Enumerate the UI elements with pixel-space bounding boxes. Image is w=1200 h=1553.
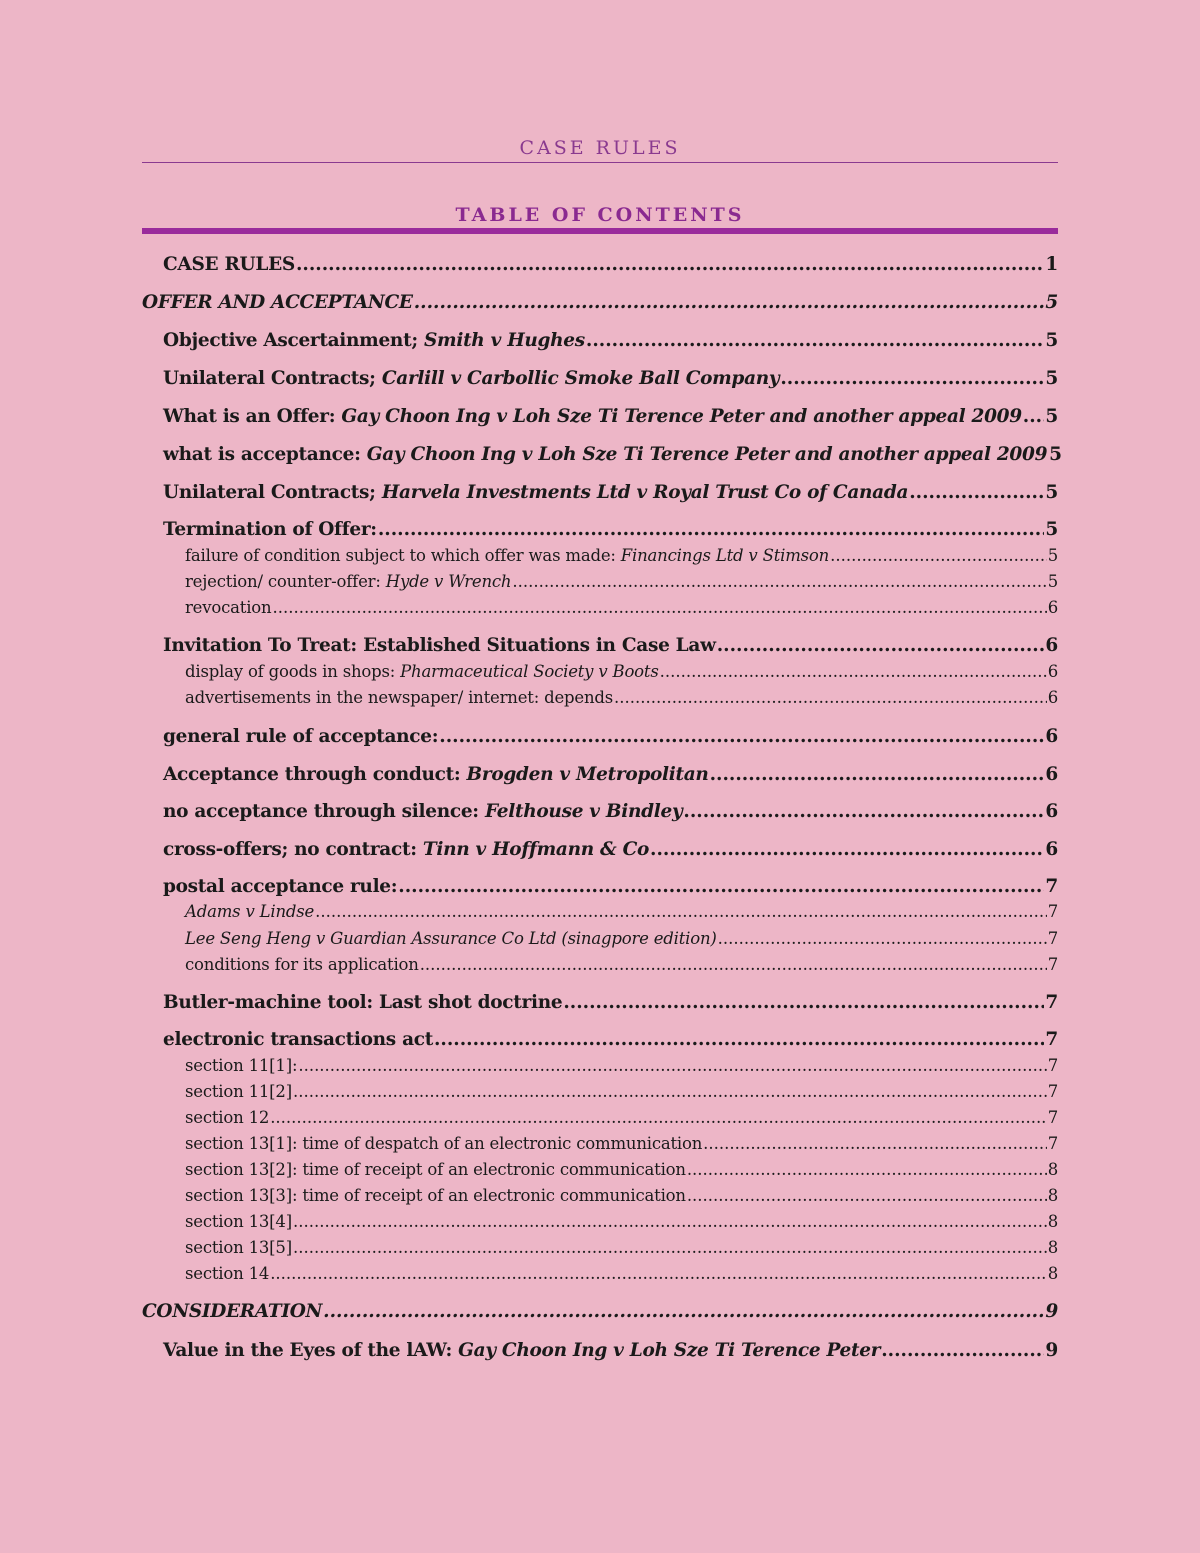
toc-entry-page-number: 8 [1047,1186,1058,1205]
toc-entry-text: failure of condition subject to which offer was made: [185,546,621,565]
toc-entry-text: Termination of Offer: [163,519,377,540]
toc-entry[interactable] [142,764,1058,785]
toc-entry[interactable] [142,519,1058,540]
dot-leader [414,292,1045,313]
toc-entry-text: section 11[1]: [185,1056,298,1075]
toc-entry-case-name: Brogden v Metropolitan [466,764,709,785]
toc-entry-title [185,1264,269,1283]
toc-entry-title [163,1340,880,1361]
toc-entry-page-number: 9 [1045,1301,1058,1322]
toc-entry-text: Invitation To Treat: Established Situations in Case Law [163,635,716,656]
toc-entry-case-name: Carlill v Carbollic Smoke Ball Company [381,368,780,389]
toc-entry[interactable] [142,1029,1058,1050]
toc-entry-title [185,688,613,707]
dot-leader [323,1301,1044,1322]
toc-entry-title [185,955,419,974]
toc-entry-title [163,406,1022,427]
toc-entry-text: OFFER AND ACCEPTANCE [142,292,413,313]
dot-leader [293,1238,1047,1257]
dot-leader [881,1340,1044,1361]
toc-entry-text: section 13[3]: time of receipt of an electronic communication [185,1186,686,1205]
dot-leader [687,1160,1047,1179]
toc-entry-text: CONSIDERATION [142,1301,323,1322]
dot-leader [439,726,1044,747]
dot-leader [315,902,1047,921]
toc-entry-page-number: 9 [1045,1340,1058,1361]
toc-entry[interactable] [142,688,1058,707]
toc-entry-text: cross-offers; no contract: [163,839,423,860]
toc-entry[interactable] [142,1340,1058,1361]
toc-entry-title [185,1212,292,1231]
toc-entry-text: Acceptance through conduct: [163,764,467,785]
dot-leader [909,482,1044,503]
toc-entry-text: Value in the Eyes of the lAW: [163,1340,459,1361]
toc-entry-title [185,1108,269,1127]
toc-entry-case-name: Felthouse v Bindley [484,801,683,822]
toc-entry-page-number: 1 [1045,254,1058,275]
toc-entry-page-number: 6 [1045,764,1058,785]
dot-leader [296,254,1044,275]
toc-entry-title [185,1160,686,1179]
toc-title-divider [142,228,1058,234]
toc-entry[interactable] [142,801,1058,822]
toc-entry-page-number: 7 [1045,1029,1058,1050]
toc-entry-text: no acceptance through silence: [163,801,485,822]
toc-entry-text: Unilateral Contracts; [163,482,382,503]
toc-entry-text: What is an Offer: [163,406,342,427]
toc-entry-page-number: 8 [1047,1238,1058,1257]
toc-entry-title [185,1238,292,1257]
dot-leader [298,1056,1046,1075]
toc-entry[interactable] [142,1082,1058,1101]
toc-entry-page-number: 7 [1045,876,1058,897]
toc-entry[interactable] [142,1212,1058,1231]
toc-entry[interactable] [142,1056,1058,1075]
toc-entry-text: rejection/ counter-offer: [185,572,386,591]
toc-title: TABLE OF CONTENTS [455,204,745,226]
toc-entry-text: Objective Ascertainment; [163,330,424,351]
toc-entry-page-number: 7 [1047,929,1058,948]
toc-entry-page-number: 6 [1047,688,1058,707]
toc-entry-title [185,598,271,617]
toc-entry-page-number: 5 [1045,519,1058,540]
toc-entry-page-number: 5 [1045,330,1058,351]
toc-entry-page-number: 6 [1045,801,1058,822]
dot-leader [512,572,1046,591]
dot-leader [718,929,1047,948]
toc-entry-page-number: 7 [1047,902,1058,921]
toc-entry[interactable] [142,546,1058,565]
toc-entry[interactable] [142,662,1058,681]
toc-entry-case-name: Pharmaceutical Society v Boots [400,662,659,681]
dot-leader [614,688,1047,707]
toc-entry-title [163,876,397,897]
toc-entry-text: revocation [185,598,272,617]
toc-entry-page-number: 8 [1047,1264,1058,1283]
toc-entry-case-name: Adams v Lindse [185,902,315,921]
toc-entry-title [163,801,682,822]
toc-entry[interactable] [142,1186,1058,1205]
toc-entry-title [185,902,314,921]
toc-entry[interactable] [142,368,1058,389]
toc-entry-case-name: Tinn v Hoffmann & Co [422,839,650,860]
toc-entry-title [185,1134,702,1153]
toc-entry-title [185,572,511,591]
toc-entry-title [163,519,377,540]
dot-leader [398,876,1044,897]
toc-entry-title [163,992,562,1013]
toc-entry-text: section 13[5] [185,1238,292,1257]
dot-leader [650,839,1044,860]
dot-leader [434,1029,1044,1050]
dot-leader [687,1186,1047,1205]
dot-leader [780,368,1044,389]
toc-entry[interactable] [142,839,1058,860]
toc-entry-page-number: 8 [1047,1212,1058,1231]
toc-entry-text: Unilateral Contracts; [163,368,382,389]
toc-entry[interactable] [142,992,1058,1013]
toc-entry-page-number: 6 [1045,726,1058,747]
toc-entry[interactable] [142,902,1058,921]
toc-entry-case-name: Harvela Investments Ltd v Royal Trust Co of Canada [381,482,909,503]
toc-entry-text: section 11[2] [185,1082,292,1101]
toc-entry-text: section 12 [185,1108,270,1127]
dot-leader [703,1134,1047,1153]
toc-entry[interactable] [142,406,1058,427]
toc-entry-text: section 14 [185,1264,270,1283]
dot-leader [378,519,1045,540]
dot-leader [563,992,1044,1013]
toc-entry[interactable] [142,1160,1058,1179]
toc-entry-page-number: 6 [1045,635,1058,656]
toc-entry-page-number: 7 [1047,955,1058,974]
toc-entry[interactable] [142,929,1058,948]
toc-entry-title [163,764,709,785]
dot-leader [270,1264,1047,1283]
toc-entry-title [185,546,829,565]
toc-entry-page-number: 5 [1047,572,1058,591]
toc-entry-text: Butler-machine tool: Last shot doctrine [163,992,563,1013]
dot-leader [586,330,1045,351]
toc-entry-text: CASE RULES [163,254,295,275]
toc-entry-title [163,444,1047,465]
dot-leader [293,1082,1047,1101]
toc-entry-title [163,330,585,351]
toc-entry-title [163,1029,433,1050]
toc-entry-title [163,839,649,860]
toc-entry-case-name: Hyde v Wrench [385,572,512,591]
toc-entry-case-name: Smith v Hughes [424,330,585,351]
toc-entry[interactable] [142,1238,1058,1257]
toc-entry-page-number: 5 [1045,368,1058,389]
toc-entry-title [185,1186,686,1205]
toc-entry-text: section 13[2]: time of receipt of an electronic communication [185,1160,686,1179]
toc-entry-title [163,726,438,747]
toc-entry[interactable] [142,635,1058,656]
toc-entry-title [142,1301,322,1322]
toc-entry-text: advertisements in the newspaper/ internet: depends [185,688,614,707]
toc-entry-case-name: Gay Choon Ing v Loh Sze Ti Terence Peter and another appeal 2009 [341,406,1022,427]
toc-entry-page-number: 8 [1047,1160,1058,1179]
toc-entry-title [185,662,659,681]
toc-entry[interactable] [142,955,1058,974]
dot-leader [420,955,1047,974]
toc-entry-page-number: 5 [1045,292,1058,313]
dot-leader [710,764,1045,785]
toc-entry[interactable] [142,254,1058,275]
toc-entry-title [163,254,295,275]
toc-entry-page-number: 5 [1045,482,1058,503]
toc-entry[interactable] [142,726,1058,747]
toc-entry-title [185,1056,297,1075]
toc-entry-page-number: 7 [1045,992,1058,1013]
toc-entry-title [163,635,716,656]
toc-entry[interactable] [142,444,1062,465]
toc-entry-title [142,292,413,313]
toc-entry-title [163,368,779,389]
toc-entry-page-number: 5 [1045,406,1058,427]
toc-entry-page-number: 6 [1047,662,1058,681]
toc-entry-text: postal acceptance rule: [163,876,398,897]
toc-entry-case-name: Financings Ltd v Stimson [620,546,830,565]
dot-leader [683,801,1044,822]
toc-entry-page-number: 6 [1047,598,1058,617]
toc-entry-text: what is acceptance: [163,444,367,465]
toc-entry[interactable] [142,876,1058,897]
toc-entry[interactable] [142,482,1058,503]
dot-leader [717,635,1045,656]
dot-leader [272,598,1046,617]
toc-entry-title [163,482,908,503]
toc-entry-page-number: 6 [1045,839,1058,860]
header-divider [142,162,1058,163]
toc-entry[interactable] [142,292,1058,313]
toc-entry-case-name: Gay Choon Ing v Loh Sze Ti Terence Peter [458,1340,881,1361]
toc-entry[interactable] [142,598,1058,617]
toc-entry[interactable] [142,1134,1058,1153]
dot-leader [660,662,1047,681]
toc-entry-page-number: 7 [1047,1056,1058,1075]
running-header: CASE RULES [519,137,681,159]
toc-entry-text: section 13[4] [185,1212,292,1231]
toc-entry-title [185,1082,292,1101]
toc-entry-page-number: 7 [1047,1108,1058,1127]
toc-entry-page-number: 5 [1047,546,1058,565]
dot-leader [270,1108,1047,1127]
toc-entry-case-name: Lee Seng Heng v Guardian Assurance Co Ltd (sinagpore edition) [185,929,717,948]
toc-entry[interactable] [142,1108,1058,1127]
toc-entry[interactable] [142,1301,1058,1322]
dot-leader [830,546,1047,565]
dot-leader [293,1212,1047,1231]
toc-entry[interactable] [142,572,1058,591]
toc-entry-text: display of goods in shops: [185,662,401,681]
toc-entry-page-number: 7 [1047,1134,1058,1153]
toc-entry-case-name: Gay Choon Ing v Loh Sze Ti Terence Peter and another appeal 2009 [366,444,1048,465]
toc-entry[interactable] [142,330,1058,351]
toc-entry-text: general rule of acceptance: [163,726,439,747]
toc-entry-page-number: 5 [1049,444,1062,465]
toc-entry[interactable] [142,1264,1058,1283]
toc-entry-text: section 13[1]: time of despatch of an electronic communication [185,1134,703,1153]
toc-entry-text: electronic transactions act [163,1029,433,1050]
toc-entry-text: conditions for its application [185,955,419,974]
dot-leader [1023,406,1045,427]
toc-entry-page-number: 7 [1047,1082,1058,1101]
toc-entry-title [185,929,717,948]
